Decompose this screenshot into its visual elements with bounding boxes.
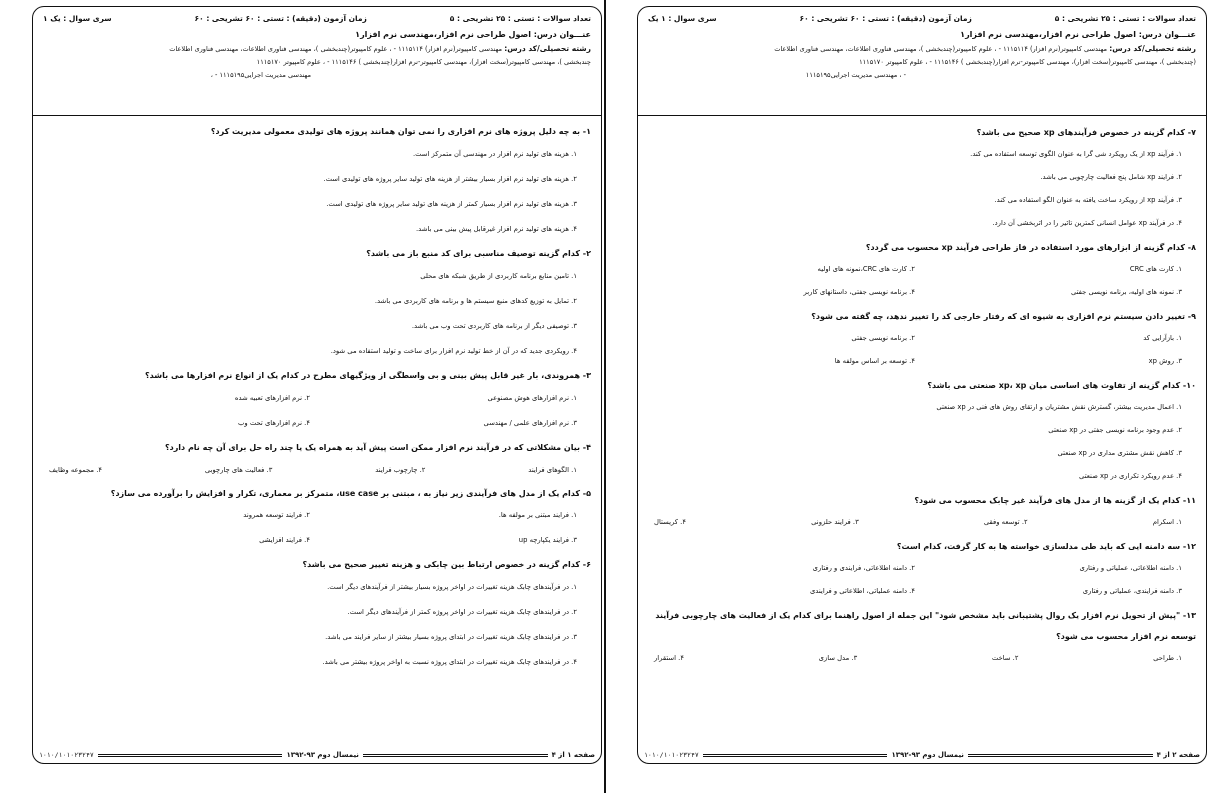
question-text: ۱- به چه دلیل پروژه های نرم افزاری را نمی توان همانند پروژه های تولیدی معمولی مدیریت کرد؟ (210, 127, 591, 136)
answer-option[interactable]: ۴. دامنه عملیاتی، اطلاعاتی و فرایندی (809, 587, 915, 595)
footer-rule (98, 754, 283, 757)
answer-option[interactable]: ۱. نرم افزارهای هوش مصنوعی (487, 394, 577, 402)
field-codes (648, 42, 1196, 82)
question (648, 122, 1196, 235)
question (648, 605, 1196, 670)
answer-option[interactable]: ۲. عدم وجود برنامه نویسی جفتی در xp صنعتی (1048, 426, 1182, 434)
answer-option[interactable]: ۱. دامنه اطلاعاتی، عملیاتی و رفتاری (1079, 564, 1182, 572)
answer-option[interactable]: ۱. کارت های CRC (1129, 265, 1182, 273)
answer-option[interactable]: ۴. توسعه بر اساس مولفه ها (834, 357, 915, 365)
answer-option[interactable]: ۴. استقرار (654, 654, 684, 662)
question (43, 555, 591, 675)
page-number: صفحه ۱ از ۴ (551, 751, 595, 759)
field-line-1: مهندسی کامپیوتر(نرم افزار) ۱۱۱۵۱۱۴ - ، علوم کامپیوتر(چندبخشی )، مهندسی فناوری اطلاعات، مهندسی فناوری اطلاعات (774, 45, 1108, 53)
answer-option[interactable]: ۲. تمایل به توزیع کدهای منبع سیستم ها و برنامه های کاربردی می باشد. (374, 297, 577, 305)
question (648, 237, 1196, 304)
answer-option[interactable]: ۴. فرایند افزایشی (259, 536, 310, 544)
semester: نیمسال دوم ۹۳-۱۳۹۲ (891, 751, 964, 759)
answer-option[interactable]: ۱. در فرآیندهای چابک هزینه تغییرات در اواخر پروژه بسیار بیشتر از فرآیندهای دیگر است. (327, 583, 577, 591)
question-text: ۱۱- کدام یک از گزینه ها از مدل های فرآیند غیر چابک محسوب می شود؟ (914, 496, 1196, 505)
field-line-3: - ، مهندسی مدیریت اجرایی۱۱۱۵۱۹۵ (805, 71, 906, 79)
question-text: ۶- کدام گزینه در خصوص ارتباط بین چابکی و هزینه تغییر صحیح می باشد؟ (302, 560, 591, 569)
question (43, 485, 591, 553)
answer-option[interactable]: ۱. بازآرایی کد (1143, 334, 1182, 342)
answer-option[interactable]: ۳. فرایند حلزونی (811, 518, 859, 526)
question (43, 438, 591, 483)
answer-option[interactable]: ۳. هزینه های تولید نرم افزار بسیار کمتر از هزینه های تولید سایر پروژه های تولیدی است. (326, 200, 577, 208)
answer-option[interactable]: ۴. مجموعه وظایف (49, 466, 103, 474)
answer-option[interactable]: ۳. فعالیت های چارچوبی (204, 466, 273, 474)
answer-option[interactable]: ۱. اسکرام (1152, 518, 1182, 526)
answer-option[interactable]: ۴. رویکردی جدید که در آن از خط تولید نرم افزار برای ساخت و تولید استفاده می شود. (330, 347, 577, 355)
semester: نیمسال دوم ۹۳-۱۳۹۲ (286, 751, 359, 759)
question-series: سری سوال : ۱ یک (648, 13, 717, 23)
answer-option[interactable]: ۳. کاهش نقش مشتری مداری در xp صنعتی (1057, 449, 1182, 457)
answer-option[interactable]: ۳. دامنه فرایندی، عملیاتی و رفتاری (1082, 587, 1182, 595)
options-group (648, 258, 1196, 304)
exam-header (638, 7, 1206, 116)
answer-option[interactable]: ۴. هزینه های تولید نرم افزار غیرقابل پیش بینی می باشد. (416, 225, 577, 233)
options-group (648, 511, 1196, 534)
question (43, 244, 591, 364)
field-line-2: چندبخشی )، مهندسی کامپیوتر(سخت افزار)، مهندسی کامپیوتر-نرم افزار(چندبخشی ) ۱۱۱۵۱۴۶ - ، علوم کامپیوتر ۱۱۱۵۱۷۰ (256, 58, 591, 66)
answer-option[interactable]: ۳. فرایند یکپارچه up (518, 536, 577, 544)
question-text: ۴- بیان مشکلاتی که در فرآیند نرم افزار ممکن است پیش آید به همراه یک یا چند راه حل برای آن چه نام دارد؟ (164, 443, 591, 452)
answer-option[interactable]: ۴. کریستال (654, 518, 686, 526)
field-label: رشته تحصیلی/کد درس: (1109, 44, 1196, 53)
question-text: ۵- کدام یک از مدل های فرآیندی زیر نیاز به ، مبتنی بر use case، متمرکز بر معماری، تکرار و افزایش را برآورده می سازد؟ (110, 489, 591, 498)
question-text: ۹- تغییر دادن سیستم نرم افزاری به شیوه ای که رفتار خارجی کد را تغییر ندهد، چه گفته می شود؟ (811, 312, 1196, 321)
exam-page-1 (32, 6, 602, 764)
options-group (43, 503, 591, 553)
answer-option[interactable]: ۱. تامین منابع برنامه کاربردی از طریق شبکه های محلی (420, 272, 577, 280)
answer-option[interactable]: ۴. در فرایندهای چابک هزینه تغییرات در ابتدای پروژه نسبت به اواخر پروژه بیشتر می باشد. (322, 658, 577, 666)
page-footer (638, 747, 1206, 763)
question (648, 536, 1196, 603)
answer-option[interactable]: ۳. فرآیند xp از رویکرد ساخت یافته به عنوان الگو استفاده می کند. (994, 196, 1182, 204)
answer-option[interactable]: ۱. الگوهای فرایند (528, 466, 577, 474)
exam-time: زمان آزمون (دقیقه) : تستی : ۶۰ تشریحی : ۶۰ (799, 13, 972, 23)
answer-option[interactable]: ۲. نرم افزارهای تعبیه شده (234, 394, 310, 402)
exam-header (33, 7, 601, 116)
question-counts: تعداد سوالات : تستی : ۲۵ تشریحی : ۵ (1054, 13, 1196, 23)
answer-option[interactable]: ۳. توصیفی دیگر از برنامه های کاربردی تحت وب می باشد. (411, 322, 577, 330)
field-label: رشته تحصیلی/کد درس: (504, 44, 591, 53)
answer-option[interactable]: ۲. توسعه وفقی (983, 518, 1028, 526)
course-title: عنـــوان درس: اصول طراحی نرم افزار،مهندسی نرم افزار۱ (960, 30, 1196, 39)
course-title: عنـــوان درس: اصول طراحی نرم افزار،مهندسی نرم افزار۱ (355, 30, 591, 39)
question-text: ۲- کدام گزینه توصیف مناسبی برای کد منبع باز می باشد؟ (366, 249, 591, 258)
question-text: ۱۲- سه دامنه ایی که باید طی مدلسازی خواسته ها به کار گرفت، کدام است؟ (896, 542, 1196, 551)
answer-option[interactable]: ۱. هزینه های تولید نرم افزار در مهندسی آن متمرکز است. (412, 150, 577, 158)
question (648, 306, 1196, 373)
page-divider (604, 0, 606, 793)
answer-option[interactable]: ۳. مدل سازی (818, 654, 858, 662)
options-group (648, 557, 1196, 603)
page-footer (33, 747, 601, 763)
options-group (648, 327, 1196, 373)
answer-option[interactable]: ۲. کارت های CRC،نمونه های اولیه (817, 265, 915, 273)
answer-option[interactable]: ۴. برنامه نویسی جفتی، داستانهای کاربر (803, 288, 915, 296)
question (648, 375, 1196, 488)
answer-option[interactable]: ۴. در فرآیند xp عوامل انسانی کمترین تاثیر را در اثربخشی آن دارد. (992, 219, 1182, 227)
field-codes (43, 42, 591, 82)
answer-option[interactable]: ۱. اعمال مدیریت بیشتر، گسترش نقش مشتریان و ارتقای روش های فنی در xp صنعتی (936, 403, 1182, 411)
answer-option[interactable]: ۲. فرایند xp شامل پنج فعالیت چارچوبی می باشد. (1040, 173, 1182, 181)
footer-rule (363, 754, 548, 757)
questions-body (33, 116, 601, 675)
answer-option[interactable]: ۲. هزینه های تولید نرم افزار بسیار بیشتر از هزینه های تولید سایر پروژه های تولیدی است. (323, 175, 577, 183)
footer-rule (703, 754, 888, 757)
answer-option[interactable]: ۲. برنامه نویسی جفتی (851, 334, 915, 342)
question-text: ۸- کدام گزینه از ابزارهای مورد استفاده در فاز طراحی فرآیند xp محسوب می گردد؟ (865, 243, 1196, 252)
answer-option[interactable]: ۳. نرم افزارهای علمی / مهندسی (483, 419, 577, 427)
answer-option[interactable]: ۲. چارچوب فرایند (375, 466, 426, 474)
exam-time: زمان آزمون (دقیقه) : تستی : ۶۰ تشریحی : ۶۰ (194, 13, 367, 23)
question-series: سری سوال : یک ۱ (43, 13, 112, 23)
question-text: ۱۳- "پیش از تحویل نرم افزار یک روال پشتیبانی باید مشخص شود" این جمله از اصول راهنما برای کدام یک از فعالیت های چارچوبی فرآیند توسعه نرم افزار محسوب می شود؟ (655, 611, 1196, 641)
answer-option[interactable]: ۲. در فرایندهای چابک هزینه تغییرات در اواخر پروژه کمتر از فرآیندهای دیگر است. (347, 608, 577, 616)
question-text: ۷- کدام گزینه در خصوص فرآیندهای xp صحیح می باشد؟ (976, 128, 1196, 137)
options-group (43, 458, 591, 483)
answer-option[interactable]: ۳. نمونه های اولیه، برنامه نویسی جفتی (1070, 288, 1182, 296)
answer-option[interactable]: ۱. فرایند مبتنی بر مولفه ها. (498, 511, 577, 519)
field-line-3: مهندسی مدیریت اجرایی۱۱۱۵۱۹۵ - ، (210, 71, 311, 79)
options-group (648, 647, 1196, 670)
questions-body (638, 116, 1206, 670)
answer-option[interactable]: ۳. در فرایندهای چابک هزینه تغییرات در ابتدای پروژه بسیار بیشتر از سایر فرایند می باشد. (325, 633, 577, 641)
exam-page-2 (637, 6, 1207, 764)
question (648, 490, 1196, 534)
answer-option[interactable]: ۴. نرم افزارهای تحت وب (238, 419, 310, 427)
question-text: ۱۰- کدام گزینه از تفاوت های اساسی میان xp، xp صنعتی می باشد؟ (927, 381, 1196, 390)
question-text: ۳- همروندی، بار غیر قابل پیش بینی و بی واسطگی از ویژگیهای مطرح در کدام یک از انواع نرم افزارها می باشد؟ (145, 371, 591, 380)
answer-option[interactable]: ۲. فرایند توسعه همروند (243, 511, 310, 519)
field-line-1: مهندسی کامپیوتر(نرم افزار) ۱۱۱۵۱۱۴ - ، علوم کامپیوتر(چندبخشی )، مهندسی فناوری اطلاعات، مهندسی فناوری اطلاعات (169, 45, 503, 53)
question (43, 122, 591, 242)
question-counts: تعداد سوالات : تستی : ۲۵ تشریحی : ۵ (449, 13, 591, 23)
answer-option[interactable]: ۴. عدم رویکرد تکراری در xp صنعتی (1079, 472, 1182, 480)
footer-rule (968, 754, 1153, 757)
answer-option[interactable]: ۲. دامنه اطلاعاتی، فرایندی و رفتاری (812, 564, 915, 572)
page-number: صفحه ۲ از ۴ (1156, 751, 1200, 759)
question (43, 366, 591, 436)
answer-option[interactable]: ۱. طراحی (1153, 654, 1182, 662)
answer-option[interactable]: ۲. ساخت (991, 654, 1019, 662)
answer-option[interactable]: ۳. روش xp (1148, 357, 1182, 365)
field-line-2: (چندبخشی )، مهندسی کامپیوتر(سخت افزار)، مهندسی کامپیوتر-نرم افزار(چندبخشی ) ۱۱۱۵۱۴۶ - ، علوم کامپیوتر ۱۱۱۵۱۷۰ (859, 58, 1196, 66)
exam-code: ۱۰۱۰/۱۰۱۰۲۳۲۴۷ (38, 751, 94, 759)
exam-code: ۱۰۱۰/۱۰۱۰۲۳۲۴۷ (643, 751, 699, 759)
answer-option[interactable]: ۱. فرآیند xp از یک رویکرد شی گرا به عنوان الگوی توسعه استفاده می کند. (970, 150, 1182, 158)
options-group (43, 386, 591, 436)
